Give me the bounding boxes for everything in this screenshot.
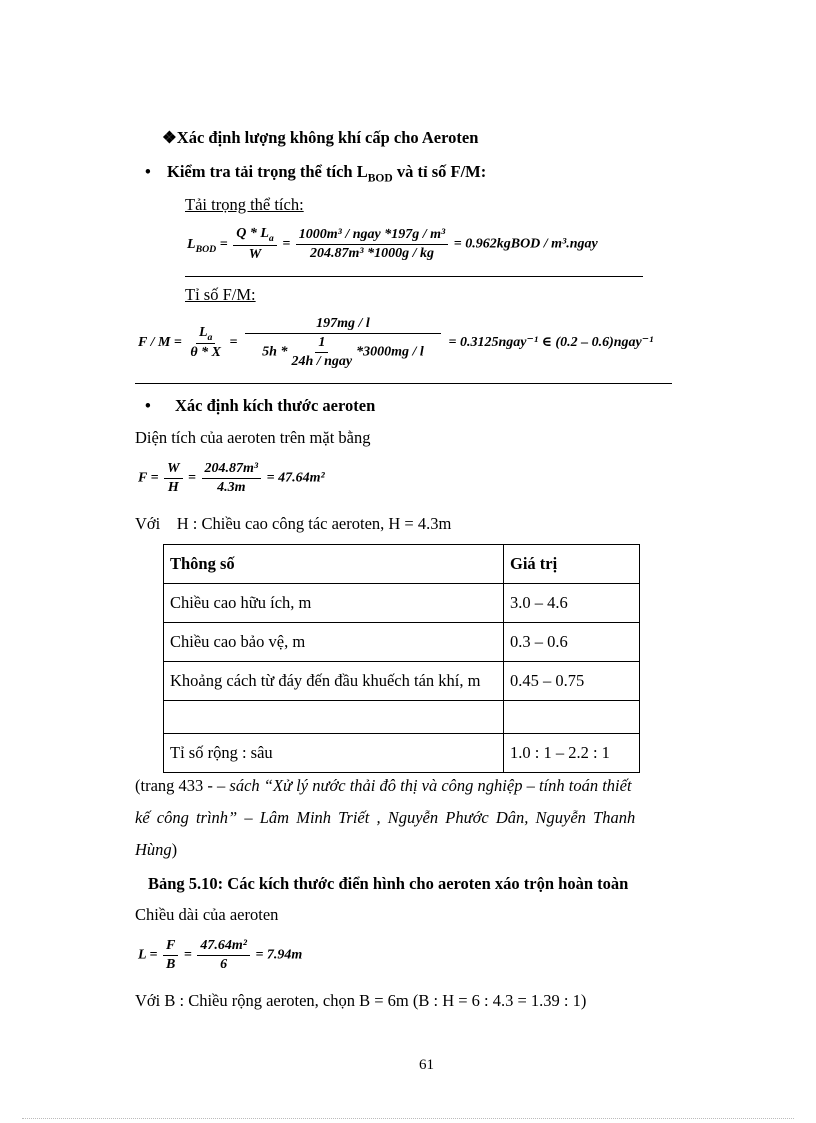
equation-length: L = $\frac{F}{B}$ = $\frac{\text{47.64m²}}{6}$ = 7.94m xyxy=(138,938,303,972)
fraction: $\frac{L_a}{\theta * X}$ xyxy=(190,324,222,361)
fraction: $\frac{F}{B}$ xyxy=(163,938,178,973)
table-cell: 3.0 – 4.6 xyxy=(504,584,640,623)
width-note: Với B : Chiều rộng aeroten, chọn B = 6m (B : H = 6 : 4.3 = 1.39 : 1) xyxy=(135,991,587,1010)
height-note: Với H : Chiều cao công tác aeroten, H = 4.3m xyxy=(135,514,452,533)
fraction: $\frac{\text{1000m³ / ngay *197g / m³}}{\text{204.87m³ *1000g / kg}}$ xyxy=(296,227,448,262)
bullet-dot-icon: • xyxy=(145,162,151,181)
table-header-cell: Giá trị xyxy=(504,545,640,584)
equation-area: F = $\frac{W}{H}$ = $\frac{\text{204.87m³}}{4.3m}$ = 47.64m² xyxy=(138,461,325,495)
fraction: $\frac{W}{H}$ xyxy=(164,461,182,496)
divider xyxy=(135,383,672,384)
bullet-dot-icon: • xyxy=(145,396,151,415)
page-edge-divider xyxy=(22,1118,794,1119)
label-volume-load: Tải trọng thể tích: xyxy=(185,195,304,214)
table-cell: Chiều cao bảo vệ, m xyxy=(164,623,504,662)
table-row xyxy=(164,623,640,662)
table-cell xyxy=(164,701,504,734)
table-row xyxy=(164,701,640,734)
table-header-cell: Thông số xyxy=(164,545,504,584)
table-row xyxy=(164,662,640,701)
table-cell: 0.45 – 0.75 xyxy=(504,662,640,701)
area-intro: Diện tích của aeroten trên mặt bằng xyxy=(135,428,371,447)
citation-line-3: Hùng) xyxy=(135,840,178,859)
table-cell: 0.3 – 0.6 xyxy=(504,623,640,662)
fraction: $\frac{Q * L_a}{W}$ xyxy=(233,226,277,263)
diamond-bullet-icon: ❖ xyxy=(162,128,177,147)
bullet-dimensions: • Xác định kích thước aeroten xyxy=(145,396,376,415)
bullet-load-check: • Kiểm tra tải trọng thể tích $L_{BOD}$ và tỉ số F/M: xyxy=(145,162,487,185)
table-header-row xyxy=(164,545,640,584)
fraction: $\frac{\text{204.87m³}}{4.3m}$ xyxy=(202,461,262,496)
table-cell: Chiều cao hữu ích, m xyxy=(164,584,504,623)
label-fm-ratio: Tỉ số F/M: xyxy=(185,285,256,304)
table-caption: Bảng 5.10: Các kích thước điển hình cho aeroten xáo trộn hoàn toàn xyxy=(148,874,629,893)
section-heading: ❖Xác định lượng không khí cấp cho Aeroten xyxy=(162,128,479,147)
fraction: $\frac{\text{47.64m²}}{6}$ xyxy=(197,938,250,973)
citation-line-1: (trang 433 - – sách “Xử lý nước thải đô thị và công nghiệp – tính toán thiết xyxy=(135,776,632,795)
table-cell xyxy=(504,701,640,734)
page-number: 61 xyxy=(419,1057,434,1073)
equation-lbod: $L_{BOD}$ = $\frac{Q * L_a}{W}$ = $\frac{\text{1000m³ / ngay *197g / m³}}{\text{204.87m³ *1000g / kg}}$ = 0.962kgBOD / m³.ngay xyxy=(187,226,598,262)
table-cell: 1.0 : 1 – 2.2 : 1 xyxy=(504,734,640,773)
table-cell: Khoảng cách từ đáy đến đầu khuếch tán khí, m xyxy=(164,662,504,701)
table-row xyxy=(164,584,640,623)
length-intro: Chiều dài của aeroten xyxy=(135,905,279,924)
divider xyxy=(185,276,643,277)
table-cell: Tỉ số rộng : sâu xyxy=(164,734,504,773)
equation-fm: F / M = $\frac{L_a}{\theta * X}$ = 197mg / l 5h * $\frac{1}{\text{24h / ngay}}$ *3000mg / l = 0.3125ngay⁻¹ ∈ (0.2 – 0.6)ngay⁻¹ xyxy=(138,316,654,369)
citation-line-2: kế công trình” – Lâm Minh Triết , Nguyễn Phước Dân, Nguyễn Thanh xyxy=(135,808,636,827)
fraction: 197mg / l 5h * $\frac{1}{\text{24h / ngay}}$ *3000mg / l xyxy=(243,316,443,370)
table-row xyxy=(164,734,640,773)
parameters-table xyxy=(163,544,640,773)
